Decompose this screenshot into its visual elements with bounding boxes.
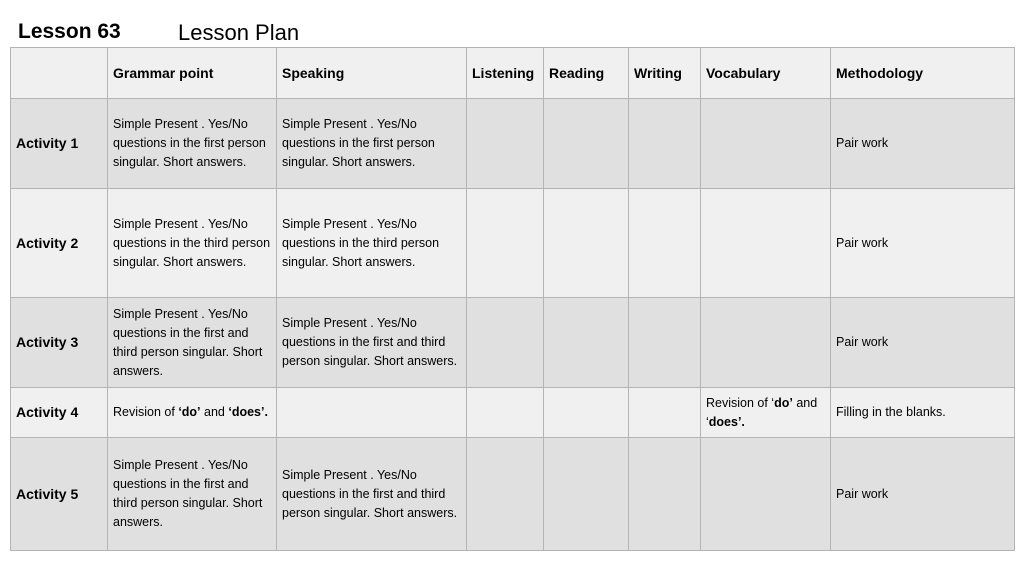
writing-cell bbox=[629, 189, 701, 298]
speaking-cell: Simple Present . Yes/No questions in the first and third person singular. Short answers. bbox=[277, 298, 467, 388]
header-methodology: Methodology bbox=[831, 48, 1015, 99]
header-row bbox=[11, 48, 1015, 99]
listening-cell bbox=[467, 388, 544, 438]
speaking-cell: Simple Present . Yes/No questions in the first and third person singular. Short answers. bbox=[277, 438, 467, 551]
grammar-cell bbox=[108, 388, 277, 438]
writing-cell bbox=[629, 438, 701, 551]
lesson-number: Lesson 63 bbox=[18, 20, 121, 43]
vocabulary-cell bbox=[701, 438, 831, 551]
writing-cell bbox=[629, 298, 701, 388]
grammar-cell: Simple Present . Yes/No questions in the third person singular. Short answers. bbox=[108, 189, 277, 298]
methodology-cell: Pair work bbox=[831, 298, 1015, 388]
writing-cell bbox=[629, 99, 701, 189]
grammar-cell: Simple Present . Yes/No questions in the first and third person singular. Short answers. bbox=[108, 438, 277, 551]
header-grammar-point: Grammar point bbox=[108, 48, 277, 99]
listening-cell bbox=[467, 189, 544, 298]
grammar-cell: Simple Present . Yes/No questions in the first and third person singular. Short answers. bbox=[108, 298, 277, 388]
methodology-cell: Pair work bbox=[831, 99, 1015, 189]
grammar-text-prefix: Revision of bbox=[113, 405, 179, 419]
vocabulary-text-does: does’. bbox=[708, 414, 745, 429]
vocabulary-cell bbox=[701, 388, 831, 438]
activity-label: Activity 1 bbox=[11, 99, 108, 189]
reading-cell bbox=[544, 298, 629, 388]
reading-cell bbox=[544, 388, 629, 438]
grammar-text-does: ‘does’. bbox=[228, 405, 268, 419]
header-reading: Reading bbox=[544, 48, 629, 99]
speaking-cell bbox=[277, 388, 467, 438]
lesson-title: Lesson Plan bbox=[178, 20, 300, 45]
listening-cell bbox=[467, 99, 544, 189]
table-row bbox=[11, 298, 1015, 388]
table-row bbox=[11, 438, 1015, 551]
table-row bbox=[11, 189, 1015, 298]
grammar-text-do: ‘do’ bbox=[178, 405, 201, 419]
vocabulary-cell bbox=[701, 189, 831, 298]
vocabulary-text-prefix: Revision of ‘ bbox=[706, 395, 775, 410]
header-writing: Writing bbox=[629, 48, 701, 99]
reading-cell bbox=[544, 99, 629, 189]
listening-cell bbox=[467, 298, 544, 388]
speaking-cell: Simple Present . Yes/No questions in the first person singular. Short answers. bbox=[277, 99, 467, 189]
header-empty bbox=[11, 48, 108, 99]
activity-label: Activity 5 bbox=[11, 438, 108, 551]
reading-cell bbox=[544, 189, 629, 298]
table-row bbox=[11, 99, 1015, 189]
header-vocabulary: Vocabulary bbox=[701, 48, 831, 99]
listening-cell bbox=[467, 438, 544, 551]
activity-label: Activity 3 bbox=[11, 298, 108, 388]
header-listening: Listening bbox=[467, 48, 544, 99]
grammar-cell: Simple Present . Yes/No questions in the first person singular. Short answers. bbox=[108, 99, 277, 189]
methodology-cell: Pair work bbox=[831, 438, 1015, 551]
methodology-cell: Pair work bbox=[831, 189, 1015, 298]
vocabulary-text-and: and ‘ bbox=[706, 395, 818, 429]
vocabulary-text-do: do’ bbox=[774, 395, 793, 410]
grammar-text-and: and bbox=[200, 405, 229, 419]
speaking-cell: Simple Present . Yes/No questions in the third person singular. Short answers. bbox=[277, 189, 467, 298]
activity-label: Activity 4 bbox=[11, 388, 108, 438]
lesson-plan-table bbox=[10, 47, 1015, 551]
methodology-cell: Filling in the blanks. bbox=[831, 388, 1015, 438]
table-row bbox=[11, 388, 1015, 438]
activity-label: Activity 2 bbox=[11, 189, 108, 298]
header-speaking: Speaking bbox=[277, 48, 467, 99]
writing-cell bbox=[629, 388, 701, 438]
reading-cell bbox=[544, 438, 629, 551]
vocabulary-cell bbox=[701, 99, 831, 189]
vocabulary-cell bbox=[701, 298, 831, 388]
